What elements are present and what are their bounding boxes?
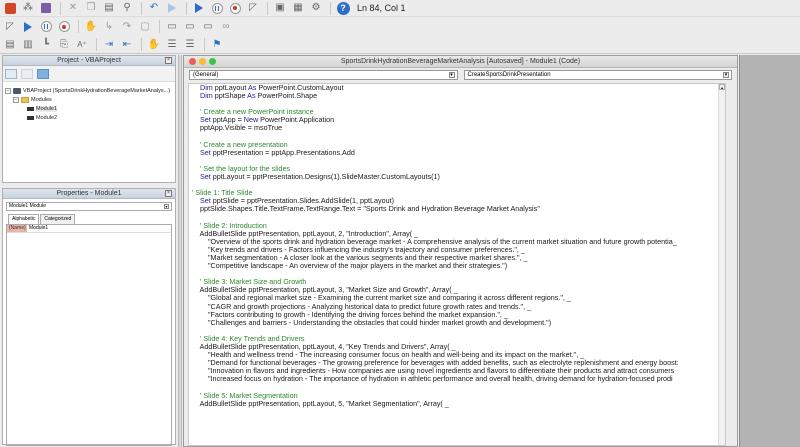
collapse-icon[interactable]: − <box>14 96 18 103</box>
object-select[interactable]: Module1 Module ▾ <box>6 202 172 211</box>
code-line[interactable]: "Challenges and barriers - Understanding the obstacles that could hinder market growth and development.") <box>192 317 552 327</box>
break-icon[interactable] <box>38 19 54 34</box>
code-editor[interactable] <box>188 83 726 446</box>
project-pane-title: Project - VBAProject × <box>3 56 175 66</box>
find-icon[interactable]: ⚲ <box>123 2 131 13</box>
code-combos <box>184 68 737 82</box>
tab-alphabetic[interactable]: Alphabetic <box>8 214 39 224</box>
property-value-input[interactable]: Module1 <box>29 225 49 231</box>
run-icon[interactable] <box>191 1 207 16</box>
list-constants-icon[interactable]: ▥ <box>23 38 33 50</box>
design-mode-icon[interactable]: ◸ <box>249 2 257 13</box>
standard-toolbar <box>0 0 800 17</box>
properties-tabs <box>3 214 175 224</box>
zoom-window-button[interactable] <box>209 58 216 65</box>
cut-icon[interactable]: ✕ <box>68 2 78 13</box>
comment-block-icon[interactable]: ☰ <box>167 38 177 50</box>
insert-userform-icon[interactable]: ⁂ <box>23 2 33 13</box>
close-icon[interactable]: × <box>165 190 172 197</box>
code-line[interactable]: Set pptPresentation = pptApp.Presentations.Add <box>200 147 355 157</box>
tree-item-project-root[interactable]: − VBAProject (SportsDrinkHydrationBeverageMarketAnalys...) <box>6 87 171 94</box>
module-icon <box>27 116 34 120</box>
toolbar-separator <box>60 2 61 15</box>
code-line[interactable]: "Key trends and drivers - Factors influencing the industry's trajectory and consumer preferences.", _ <box>192 244 525 254</box>
properties-icon[interactable]: ▦ <box>293 2 303 13</box>
undo-icon[interactable]: ↶ <box>149 2 159 13</box>
code-comment-line[interactable]: ' Slide 2: Introduction <box>192 220 267 230</box>
code-comment-line[interactable]: ' Set the layout for the slides <box>192 163 291 173</box>
folder-icon <box>21 97 29 103</box>
toolbar-separator <box>330 2 331 15</box>
code-window-titlebar <box>184 56 737 68</box>
code-line[interactable] <box>192 181 725 189</box>
code-line[interactable]: AddBulletSlide pptPresentation, pptLayout, 4, "Key Trends and Drivers", Array( _ <box>192 342 456 351</box>
code-line[interactable]: "CAGR and growth projections - Analyzing historical data to predict future growth rates and trends.", _ <box>192 301 532 311</box>
chevron-down-icon[interactable]: ▾ <box>450 72 453 78</box>
view-code-icon[interactable] <box>5 69 17 79</box>
toggle-folders-icon[interactable] <box>37 69 49 79</box>
parameter-info-icon[interactable]: ⎘ <box>60 38 68 50</box>
tree-item-module1[interactable]: Module1 <box>5 104 173 113</box>
redo-icon[interactable] <box>164 1 180 16</box>
empty-workspace <box>739 55 800 447</box>
vertical-scrollbar[interactable] <box>718 84 725 445</box>
project-tree <box>3 82 175 126</box>
powerpoint-icon[interactable] <box>2 1 18 16</box>
properties-pane-title: Properties - Module1 × <box>3 189 175 199</box>
edit-toolbar <box>0 36 800 54</box>
code-line[interactable]: "Competitive landscape - An overview of the major players in the market and their strategies.") <box>192 261 508 271</box>
debug-toolbar <box>0 18 800 35</box>
toggle-bookmark-icon[interactable]: ⚑ <box>212 38 222 50</box>
code-line[interactable]: AddBulletSlide pptPresentation, pptLayout, 3, "Market Size and Growth", Array( _ <box>192 285 458 295</box>
property-row-name[interactable]: (Name) Module1 <box>7 225 171 233</box>
properties-pane <box>2 188 176 445</box>
code-comment-line[interactable]: ' Slide 1: Title Slide <box>192 188 253 198</box>
code-line[interactable]: Set pptLayout = pptPresentation.Designs(1).SlideMaster.CustomLayouts(1) <box>200 172 440 182</box>
copy-icon[interactable]: ❐ <box>86 2 96 13</box>
chevron-down-icon[interactable]: ▾ <box>165 204 168 209</box>
collapse-icon[interactable]: − <box>6 87 10 94</box>
project-toolbar <box>3 66 175 82</box>
outdent-icon[interactable]: ⇤ <box>122 38 132 50</box>
quick-watch-icon[interactable]: ∞ <box>222 20 230 32</box>
toggle-breakpoint-icon[interactable]: ✋ <box>84 20 98 32</box>
code-line[interactable]: "Market segmentation - A closer look at the various segments and their respective market shares.", _ <box>192 252 528 262</box>
toolbar-separator <box>159 20 160 33</box>
toolbar-separator <box>78 20 79 33</box>
code-comment-line[interactable]: ' Slide 3: Market Size and Growth <box>192 277 307 287</box>
module-icon <box>27 107 34 111</box>
run-icon[interactable] <box>20 19 36 34</box>
code-line[interactable]: AddBulletSlide pptPresentation, pptLayout, 5, "Market Segmentation", Array( _ <box>192 398 449 408</box>
immediate-window-icon[interactable]: ▭ <box>185 20 195 32</box>
toolbar-separator <box>141 2 142 15</box>
reset-icon[interactable] <box>227 1 243 16</box>
toolbar-separator <box>204 38 205 51</box>
code-line[interactable]: pptSlide.Shapes.Title.TextFrame.TextRange.Text = "Sports Drink and Hydration Beverage Market Analysis" <box>192 204 540 214</box>
code-line[interactable]: pptApp.Visible = msoTrue <box>192 123 283 133</box>
code-line[interactable]: Set pptApp = New PowerPoint.Application <box>200 115 335 125</box>
code-line[interactable]: "Global and regional market size - Examining the current market size and comparing it across different regions.", _ <box>192 293 571 303</box>
toolbar-separator <box>96 38 97 51</box>
save-icon[interactable] <box>38 1 54 16</box>
code-line[interactable]: Dim pptShape As PowerPoint.Shape <box>200 91 318 101</box>
window-controls <box>189 58 216 65</box>
code-window-title: SportsDrinkHydrationBeverageMarketAnalysis [Autosaved] - Module1 (Code) <box>340 58 581 65</box>
code-line[interactable]: "Demand for functional beverages - The growing preference for beverages with added benefits, such as electrolyte replenishment and energy boost: <box>192 358 679 368</box>
step-into-icon[interactable]: ↳ <box>104 20 114 32</box>
break-icon[interactable] <box>209 1 225 16</box>
code-line[interactable]: Set pptSlide = pptPresentation.Slides.AddSlide(1, pptLayout) <box>200 196 394 206</box>
toolbar-separator <box>141 38 142 51</box>
design-mode-icon[interactable]: ◸ <box>6 20 14 32</box>
code-line[interactable]: AddBulletSlide pptPresentation, pptLayout, 2, "Introduction", Array( _ <box>192 228 419 238</box>
paste-icon[interactable]: ▤ <box>104 2 114 13</box>
step-out-icon[interactable]: ▢ <box>140 20 150 32</box>
uncomment-block-icon[interactable]: ☰ <box>185 38 195 50</box>
pane-splitter[interactable] <box>178 55 182 447</box>
code-line[interactable]: "Overview of the sports drink and hydration beverage market - A comprehensive analysis of the current market situation and future growth potentia_ <box>192 236 677 246</box>
tree-item-modules-folder[interactable]: − Modules <box>14 96 52 103</box>
code-lines[interactable] <box>189 84 725 408</box>
procedure-dropdown[interactable]: CreateSportsDrinkPresentation ▾ <box>464 70 733 80</box>
list-properties-icon[interactable]: ▤ <box>5 38 15 50</box>
close-window-button[interactable] <box>189 58 196 65</box>
locals-window-icon[interactable]: ▭ <box>167 20 177 32</box>
reset-icon[interactable] <box>56 19 72 34</box>
code-line[interactable]: "Factors contributing to growth - Identifying the driving forces behind the market expansion.", _ <box>192 309 508 319</box>
indent-icon[interactable]: ⇥ <box>104 38 114 50</box>
watch-window-icon[interactable]: ▭ <box>203 20 213 32</box>
complete-word-icon[interactable]: A⁺ <box>77 39 87 49</box>
code-line[interactable] <box>192 214 725 222</box>
project-explorer-icon[interactable]: ▣ <box>275 2 285 13</box>
code-comment-line[interactable]: ' Create a new presentation <box>192 139 288 149</box>
project-explorer-pane <box>2 55 176 183</box>
quick-info-icon[interactable]: ┗ <box>42 38 50 50</box>
scroll-up-icon[interactable]: ▴ <box>720 85 723 90</box>
property-grid <box>6 224 172 446</box>
code-comment-line[interactable]: ' Create a new PowerPoint instance <box>192 107 314 117</box>
tree-item-module2[interactable]: Module2 <box>5 113 173 122</box>
chevron-down-icon[interactable]: ▾ <box>724 72 728 78</box>
code-line[interactable]: "Innovation in flavors and ingredients - How companies are using novel ingredients and flavors to differentiate their products and attract consumers <box>192 366 675 376</box>
code-line[interactable]: "Increased focus on hydration - The importance of hydration in athletic performance and overall health, driving demand for hydration-focused prodi <box>192 374 673 384</box>
toolbar-separator <box>186 2 187 15</box>
code-comment-line[interactable]: ' Slide 4: Key Trends and Drivers <box>192 333 305 343</box>
object-browser-icon[interactable]: ⚙ <box>311 2 321 13</box>
vba-project-icon <box>13 88 21 94</box>
code-window <box>183 55 738 447</box>
code-line[interactable]: "Health and wellness trend - The increasing consumer focus on health and well-being and its impact on the market.", _ <box>192 350 585 360</box>
tab-categorized[interactable]: Categorized <box>40 214 75 224</box>
toggle-breakpoint-icon[interactable]: ✋ <box>147 38 161 50</box>
minimize-window-button[interactable] <box>199 58 206 65</box>
cursor-position-status: Ln 84, Col 1 <box>357 3 406 13</box>
toolbar-separator <box>267 2 268 15</box>
code-comment-line[interactable]: ' Slide 5: Market Segmentation <box>192 390 298 400</box>
help-icon[interactable]: ? <box>335 1 351 16</box>
view-object-icon[interactable] <box>21 69 33 79</box>
close-icon[interactable]: × <box>165 57 172 64</box>
code-line[interactable]: Dim pptLayout As PowerPoint.CustomLayout <box>200 83 344 92</box>
object-dropdown[interactable]: (General) ▾ <box>189 70 458 80</box>
step-over-icon[interactable]: ↷ <box>122 20 132 32</box>
